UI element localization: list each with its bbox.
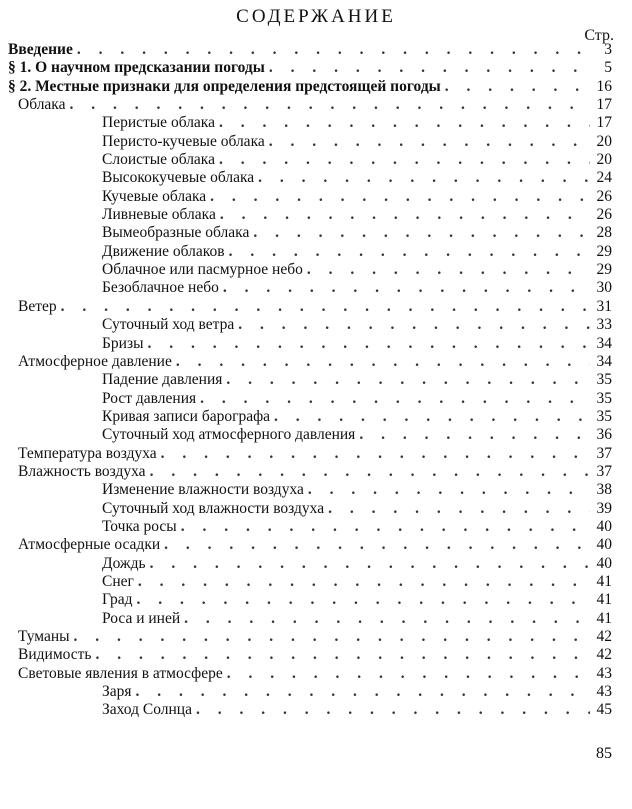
toc-entry-title: Снег	[102, 572, 134, 590]
toc-entry	[8, 390, 612, 408]
dot-leader	[308, 481, 590, 499]
toc-entry-title: Суточный ход ветра	[102, 316, 235, 334]
toc-entry	[8, 279, 612, 297]
toc-entry	[8, 224, 612, 242]
toc-entry	[8, 206, 612, 224]
toc-entry	[8, 555, 612, 573]
toc-entry-page: 31	[596, 297, 612, 315]
dot-leader	[253, 224, 590, 242]
toc-entry	[8, 408, 612, 426]
toc-entry	[8, 445, 612, 463]
dot-leader	[176, 353, 590, 371]
toc-entry-title: Падение давления	[102, 371, 223, 389]
dot-leader	[181, 518, 590, 536]
dot-leader	[307, 261, 590, 279]
toc-entry	[8, 610, 612, 628]
toc-entry	[8, 665, 612, 683]
toc-entry	[8, 646, 612, 664]
toc-entry-title: Кучевые облака	[102, 187, 207, 205]
dot-leader	[220, 206, 590, 224]
dot-leader	[61, 298, 590, 316]
toc-entry	[8, 261, 612, 279]
dot-leader	[69, 96, 590, 114]
toc-entry-title: Безоблачное небо	[102, 279, 219, 297]
toc-entry	[8, 316, 612, 334]
toc-entry-page: 35	[596, 371, 612, 389]
toc-entry-title: Облачное или пасмурное небо	[102, 261, 303, 279]
toc-entry-page: 20	[596, 151, 612, 169]
dot-leader	[164, 536, 590, 554]
toc-entry-page: 43	[596, 683, 612, 701]
toc-entry	[8, 335, 612, 353]
toc-entry-title: Кривая записи барографа	[102, 407, 270, 425]
toc-entry-page: 3	[604, 41, 612, 58]
toc-entry	[8, 298, 612, 316]
dot-leader	[269, 59, 590, 77]
dot-leader	[74, 628, 590, 646]
dot-leader	[226, 371, 590, 389]
toc-entry-title: Световые явления в атмосфере	[18, 664, 223, 682]
toc-entry-page: 38	[596, 481, 612, 499]
toc-entry-page: 29	[596, 261, 612, 279]
dot-leader	[269, 133, 590, 151]
toc-entry-page: 37	[596, 462, 612, 480]
toc-entry-title: Дождь	[102, 554, 146, 572]
toc-entry-page: 28	[596, 224, 612, 242]
toc-entry-page: 45	[596, 701, 612, 719]
dot-leader	[161, 445, 590, 463]
toc-entry	[8, 353, 612, 371]
toc-entry	[8, 426, 612, 444]
toc-entry	[8, 114, 612, 132]
toc-entry-title: Влажность воздуха	[18, 462, 146, 480]
dot-leader	[95, 646, 590, 664]
toc-entry-title: Введение	[8, 41, 73, 58]
toc-entry	[8, 151, 612, 169]
toc-entry	[8, 591, 612, 609]
toc-entry	[8, 188, 612, 206]
dot-leader	[184, 610, 590, 628]
page-number: 85	[596, 745, 612, 762]
toc-entry	[8, 683, 612, 701]
dot-leader	[328, 500, 590, 518]
dot-leader	[258, 169, 590, 187]
toc-entry-title: Атмосферные осадки	[18, 536, 161, 554]
toc-entry-title: Изменение влажности воздуха	[102, 481, 304, 499]
toc-entry	[8, 701, 612, 719]
toc-entry	[8, 628, 612, 646]
toc-entry	[8, 536, 612, 554]
dot-leader	[77, 41, 590, 59]
toc-entry-page: 34	[596, 352, 612, 370]
toc-entry-page: 40	[596, 554, 612, 572]
toc-entry-page: 36	[596, 426, 612, 444]
toc-entry-title: Бризы	[102, 334, 144, 352]
toc-entry-page: 41	[596, 572, 612, 590]
dot-leader	[238, 316, 590, 334]
toc-entry	[8, 463, 612, 481]
toc-entry	[8, 59, 612, 77]
toc-entry-page: 17	[596, 96, 612, 114]
toc-entry-title: Вымеобразные облака	[102, 224, 250, 242]
dot-leader	[274, 408, 590, 426]
dot-leader	[359, 426, 590, 444]
dot-leader	[223, 279, 590, 297]
dot-leader	[138, 573, 590, 591]
dot-leader	[219, 151, 590, 169]
dot-leader	[150, 463, 590, 481]
toc-entry-page: 33	[596, 316, 612, 334]
toc-entry-page: 37	[596, 444, 612, 462]
toc-entry	[8, 481, 612, 499]
toc-entry-page: 16	[596, 77, 612, 95]
page-title: СОДЕРЖАНИЕ	[236, 6, 396, 27]
toc-entry-title: Движение облаков	[102, 242, 225, 260]
toc-entry-page: 41	[596, 591, 612, 609]
toc-entry-title: Град	[102, 591, 133, 609]
dot-leader	[210, 188, 590, 206]
toc-entry-page: 42	[596, 628, 612, 645]
page-column-label: Стр.	[584, 27, 614, 44]
toc-entry	[8, 169, 612, 187]
dot-leader	[219, 114, 590, 132]
dot-leader	[136, 683, 590, 701]
toc-entry-title: § 1. О научном предсказании погоды	[8, 59, 265, 77]
dot-leader	[196, 701, 590, 719]
toc-entry	[8, 518, 612, 536]
toc-entry-title: Ливневые облака	[102, 206, 216, 224]
dot-leader	[229, 243, 590, 261]
toc-entry-title: Температура воздуха	[18, 444, 157, 462]
toc-entry-title: Перистые облака	[102, 114, 215, 132]
toc-entry-title: Туманы	[18, 628, 70, 645]
dot-leader	[137, 591, 590, 609]
toc-entry-page: 40	[596, 536, 612, 554]
toc-entry	[8, 96, 612, 114]
toc-entry-page: 34	[596, 334, 612, 352]
toc-entry-page: 29	[596, 242, 612, 260]
toc-entry-title: Роса и иней	[102, 609, 181, 627]
dot-leader	[150, 555, 590, 573]
toc-entry-page: 5	[604, 59, 612, 77]
toc-entry-page: 39	[596, 499, 612, 517]
toc-entry-title: Заря	[102, 683, 132, 701]
toc-entry	[8, 573, 612, 591]
toc-entry-page: 35	[596, 389, 612, 407]
toc-entry-page: 43	[596, 664, 612, 682]
dot-leader	[200, 390, 590, 408]
toc-entry-page: 20	[596, 132, 612, 150]
toc-entry-title: Видимость	[18, 646, 92, 664]
dot-leader	[445, 78, 590, 96]
dot-leader	[147, 335, 590, 353]
toc-entry-title: Слоистые облака	[102, 151, 215, 169]
toc-entry	[8, 371, 612, 389]
toc-entry-page: 41	[596, 609, 612, 627]
toc-entry	[8, 500, 612, 518]
toc-entry-title: Высококучевые облака	[102, 169, 255, 187]
toc-entry-title: Ветер	[18, 297, 57, 315]
toc-entry-page: 26	[596, 187, 612, 205]
toc-entry-title: Суточный ход атмосферного давления	[102, 426, 356, 444]
toc-entry-title: Рост давления	[102, 389, 197, 407]
toc-entry-title: Атмосферное давление	[18, 352, 172, 370]
toc-entry-title: § 2. Местные признаки для определения предстоящей погоды	[8, 77, 441, 95]
toc-entry-page: 24	[596, 169, 612, 187]
toc-entry-page: 42	[596, 646, 612, 664]
toc-entry-page: 40	[596, 517, 612, 535]
toc-entry-title: Перисто-кучевые облака	[102, 132, 265, 150]
toc-entry	[8, 78, 612, 96]
toc-entry	[8, 243, 612, 261]
toc-entry	[8, 41, 612, 59]
toc-entry-title: Облака	[18, 96, 66, 114]
table-of-contents	[8, 41, 612, 720]
toc-entry-title: Суточный ход влажности воздуха	[102, 499, 325, 517]
toc-entry	[8, 133, 612, 151]
toc-entry-page: 26	[596, 206, 612, 224]
toc-entry-page: 30	[596, 279, 612, 297]
toc-entry-title: Заход Солнца	[102, 701, 192, 719]
dot-leader	[227, 665, 590, 683]
toc-entry-title: Точка росы	[102, 517, 177, 535]
toc-entry-page: 35	[596, 407, 612, 425]
toc-entry-page: 17	[596, 114, 612, 132]
